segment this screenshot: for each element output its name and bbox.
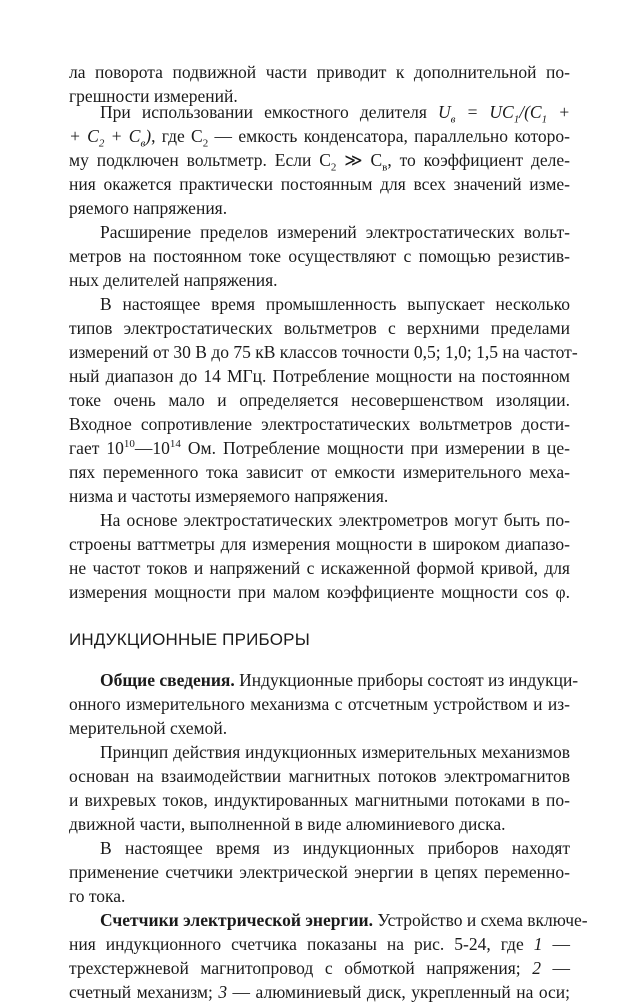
text-line: ных делителей напряжения.: [69, 270, 278, 290]
text-line: метров на постоянном токе осуществляют с помощью резистив-: [69, 246, 570, 266]
text-line: Входное сопротивление электростатических вольтметров дости-: [69, 414, 570, 434]
section-heading: ИНДУКЦИОННЫЕ ПРИБОРЫ: [69, 630, 310, 649]
text-line: движной части, выполненной в виде алюминиевого диска.: [69, 814, 506, 834]
text-line: пях переменного тока зависит от емкости измерительного меха-: [69, 462, 570, 482]
text-line: ния индукционного счетчика показаны на рис. 5-24, где 1 —: [69, 934, 571, 954]
text-line: и вихревых токов, индуктированных магнитными потоками в по-: [69, 790, 570, 810]
text-line: трехстержневой магнитопровод с обмоткой напряжения; 2 —: [69, 958, 571, 978]
text-line: ный диапазон до 14 МГц. Потребление мощности на постоянном: [69, 366, 570, 386]
text-line: основан на взаимодействии магнитных потоков электромагнитов: [69, 766, 570, 786]
text-line: му подключен вольтметр. Если $C_2$ ≫ $C_в$, то коэффициент деле-: [69, 150, 570, 174]
text-line: счетный механизм; 3 — алюминиевый диск, укрепленный на оси;: [69, 982, 570, 1002]
text-line: го тока.: [69, 886, 126, 906]
text-line: применение счетчики электрической энергии в цепях переменно-: [69, 862, 570, 882]
text-line: На основе электростатических электрометров могут быть по-: [100, 510, 570, 530]
text-line: типов электростатических вольтметров с верхними пределами: [69, 318, 570, 338]
text-line: При использовании емкостного делителя $U_в = UC_1/(C_1$ +: [100, 102, 571, 126]
text-line: + $C_2 + C_в$), где $C_2$ — емкость конденсатора, параллельно которо-: [69, 126, 571, 150]
text-line: Счетчики электрической энергии. Устройство и схема включе-: [100, 910, 588, 930]
text-line: Принцип действия индукционных измерительных механизмов: [100, 742, 570, 762]
text-line: Общие сведения. Индукционные приборы состоят из индукци-: [100, 670, 579, 690]
text-line: ряемого напряжения.: [69, 198, 228, 218]
text-line: низма и частоты измеряемого напряжения.: [69, 486, 389, 506]
text-line: Расширение пределов измерений электростатических вольт-: [100, 222, 570, 242]
text-line: В настоящее время из индукционных приборов находят: [100, 838, 570, 858]
text-line: измерений от 30 В до 75 кВ классов точности 0,5; 1,0; 1,5 на частот-: [69, 342, 578, 362]
text-line: мерительной схемой.: [69, 718, 228, 738]
text-line: строены ваттметры для измерения мощности в широком диапазо-: [69, 534, 570, 554]
run-in-heading: Счетчики электрической энергии.: [100, 910, 373, 930]
text-line: онного измерительного механизма с отсчетным устройством и из-: [69, 694, 570, 714]
text-line: не частот токов и напряжений с искаженной формой кривой, для: [69, 558, 570, 578]
text-line: В настоящее время промышленность выпускает несколько: [100, 294, 570, 314]
text-line: ния окажется практически постоянным для всех значений изме-: [69, 174, 570, 194]
text-line: гает $10^{10}—10^{14}$ Ом. Потребление мощности при измерении в це-: [69, 438, 570, 458]
run-in-heading: Общие сведения.: [100, 670, 235, 690]
text-line: ла поворота подвижной части приводит к дополнительной по-: [69, 62, 570, 82]
text-line: токе очень мало и определяется несовершенством изоляции.: [69, 390, 570, 410]
text-line: измерения мощности при малом коэффициенте мощности cos φ.: [69, 582, 570, 602]
text-line: грешности измерений.: [69, 86, 238, 106]
